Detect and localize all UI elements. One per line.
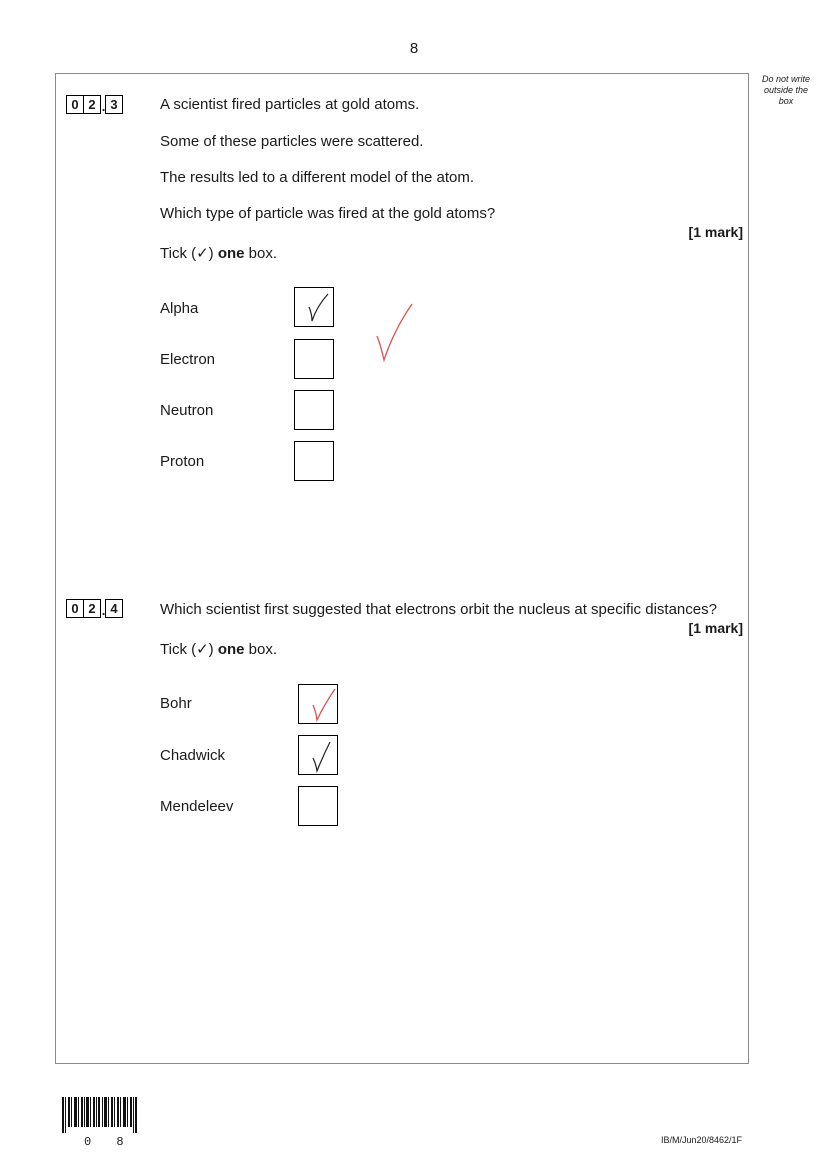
tick-bold: one [217, 641, 245, 658]
option-label-neutron: Neutron [160, 402, 214, 419]
tick-mark-icon [299, 736, 337, 774]
qnum-dot: . [101, 603, 106, 618]
checkbox-proton[interactable] [294, 441, 334, 481]
question-number-023 [66, 95, 123, 114]
q024-tick-instruction [160, 640, 277, 658]
tick-bold: one [217, 245, 245, 262]
margin-note-line-1: Do not write [761, 74, 811, 84]
q024-mark: [1 mark] [688, 620, 743, 636]
barcode-icon [62, 1097, 138, 1133]
question-number-024 [66, 599, 123, 618]
option-label-bohr: Bohr [160, 695, 192, 712]
qnum-digit: 3 [105, 95, 123, 114]
qnum-digit: 4 [105, 599, 123, 618]
q024-question: Which scientist first suggested that electrons orbit the nucleus at specific distances? [160, 601, 717, 618]
q023-line-4: Which type of particle was fired at the gold atoms? [160, 205, 496, 222]
tick-suffix: box. [244, 245, 278, 262]
q023-line-1: A scientist fired particles at gold atoms. [160, 96, 420, 113]
option-label-mendeleev: Mendeleev [160, 798, 234, 815]
tick-mark-icon [295, 288, 333, 326]
option-label-proton: Proton [160, 453, 205, 470]
page-number: 8 [409, 40, 419, 57]
qnum-digit: 2 [83, 599, 101, 618]
margin-note-line-3: box [778, 96, 794, 106]
q023-tick-instruction [160, 244, 277, 262]
checkbox-mendeleev[interactable] [298, 786, 338, 826]
tick-suffix: box. [244, 641, 278, 658]
checkbox-neutron[interactable] [294, 390, 334, 430]
option-label-electron: Electron [160, 351, 216, 368]
checkbox-electron[interactable] [294, 339, 334, 379]
tick-prefix: Tick (✓) [160, 641, 218, 658]
barcode-number: 0 8 [84, 1135, 133, 1149]
tick-prefix: Tick (✓) [160, 245, 218, 262]
option-label-chadwick: Chadwick [160, 747, 226, 764]
qnum-digit: 0 [66, 95, 84, 114]
checkbox-bohr[interactable] [298, 684, 338, 724]
examiner-tick-icon [299, 685, 337, 723]
q023-mark: [1 mark] [688, 224, 743, 240]
margin-note-line-2: outside the [763, 85, 809, 95]
option-label-alpha: Alpha [160, 300, 199, 317]
footer-code: IB/M/Jun20/8462/1F [661, 1135, 743, 1145]
margin-note [752, 74, 820, 107]
q023-line-3: The results led to a different model of the atom. [160, 169, 475, 186]
examiner-tick-icon [372, 300, 416, 364]
qnum-dot: . [101, 99, 106, 114]
checkbox-alpha[interactable] [294, 287, 334, 327]
qnum-digit: 0 [66, 599, 84, 618]
checkbox-chadwick[interactable] [298, 735, 338, 775]
qnum-digit: 2 [83, 95, 101, 114]
q023-line-2: Some of these particles were scattered. [160, 133, 424, 150]
